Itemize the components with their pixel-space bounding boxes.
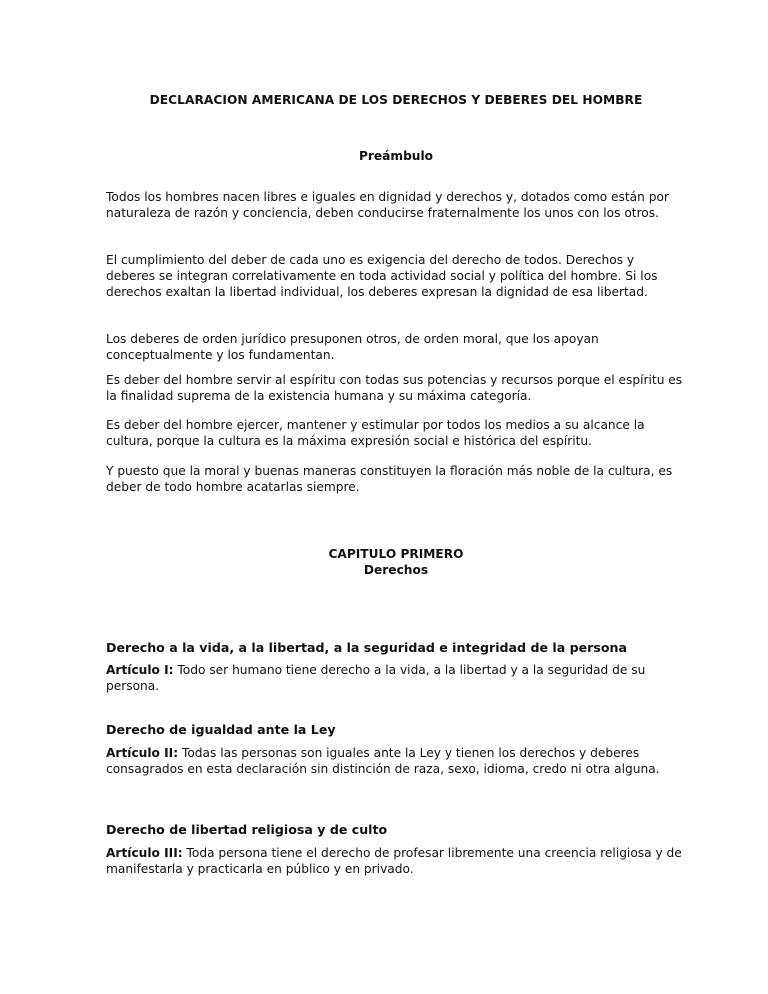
article-label: Artículo III: — [106, 846, 183, 860]
section-heading: Derecho de libertad religiosa y de culto — [106, 822, 388, 837]
preamble-paragraph: Los deberes de orden jurídico presuponen otros, de orden moral, que los apoyan conceptualmente y los fundamentan. — [106, 332, 599, 363]
preamble-paragraph: Es deber del hombre servir al espíritu con todas sus potencias y recursos porque el espíritu es la finalidad suprema de la existencia humana y su máxima categoría. — [106, 373, 683, 404]
article-label: Artículo I: — [106, 663, 174, 677]
preamble-paragraph: Es deber del hombre ejercer, mantener y estimular por todos los medios a su alcance la cultura, porque la cultura es la máxima expresión social e histórica del espíritu. — [106, 418, 645, 449]
article-text: Toda persona tiene el derecho de profesar libremente una creencia religiosa y de manifestarla y practicarla en público y en privado. — [106, 846, 682, 877]
chapter-title: CAPITULO PRIMERO — [328, 547, 464, 561]
document-title: DECLARACION AMERICANA DE LOS DERECHOS Y DEBERES DEL HOMBRE — [149, 93, 643, 107]
chapter-subtitle: Derechos — [363, 563, 429, 577]
article-label: Artículo II: — [106, 746, 179, 760]
preamble-paragraph: Todos los hombres nacen libres e iguales en dignidad y derechos y, dotados como están por naturaleza de razón y conciencia, deben conducirse fraternalmente los unos con los otros. — [106, 190, 669, 221]
preamble-paragraph: Y puesto que la moral y buenas maneras constituyen la floración más noble de la cultura, es deber de todo hombre acatarlas siempre. — [106, 464, 673, 495]
section-heading: Derecho de igualdad ante la Ley — [106, 722, 336, 737]
chapter-heading — [106, 546, 686, 578]
article-text: Todo ser humano tiene derecho a la vida, a la libertad y a la seguridad de su persona. — [106, 663, 646, 694]
article-text: Todas las personas son iguales ante la Ley y tienen los derechos y deberes consagrados en esta declaración sin distinción de raza, sexo, idioma, credo ni otra alguna. — [106, 746, 660, 777]
article-paragraph — [106, 845, 686, 877]
article-paragraph — [106, 662, 686, 694]
section-heading: Derecho a la vida, a la libertad, a la seguridad e integridad de la persona — [106, 640, 627, 655]
article-paragraph — [106, 745, 686, 777]
preamble-heading: Preámbulo — [358, 149, 434, 163]
preamble-paragraph: El cumplimiento del deber de cada uno es exigencia del derecho de todos. Derechos y deberes se integran correlativamente en toda actividad social y política del hombre. Si los derechos exaltan la libertad individual, los deberes expresan la dignidad de esa libertad. — [106, 253, 658, 300]
